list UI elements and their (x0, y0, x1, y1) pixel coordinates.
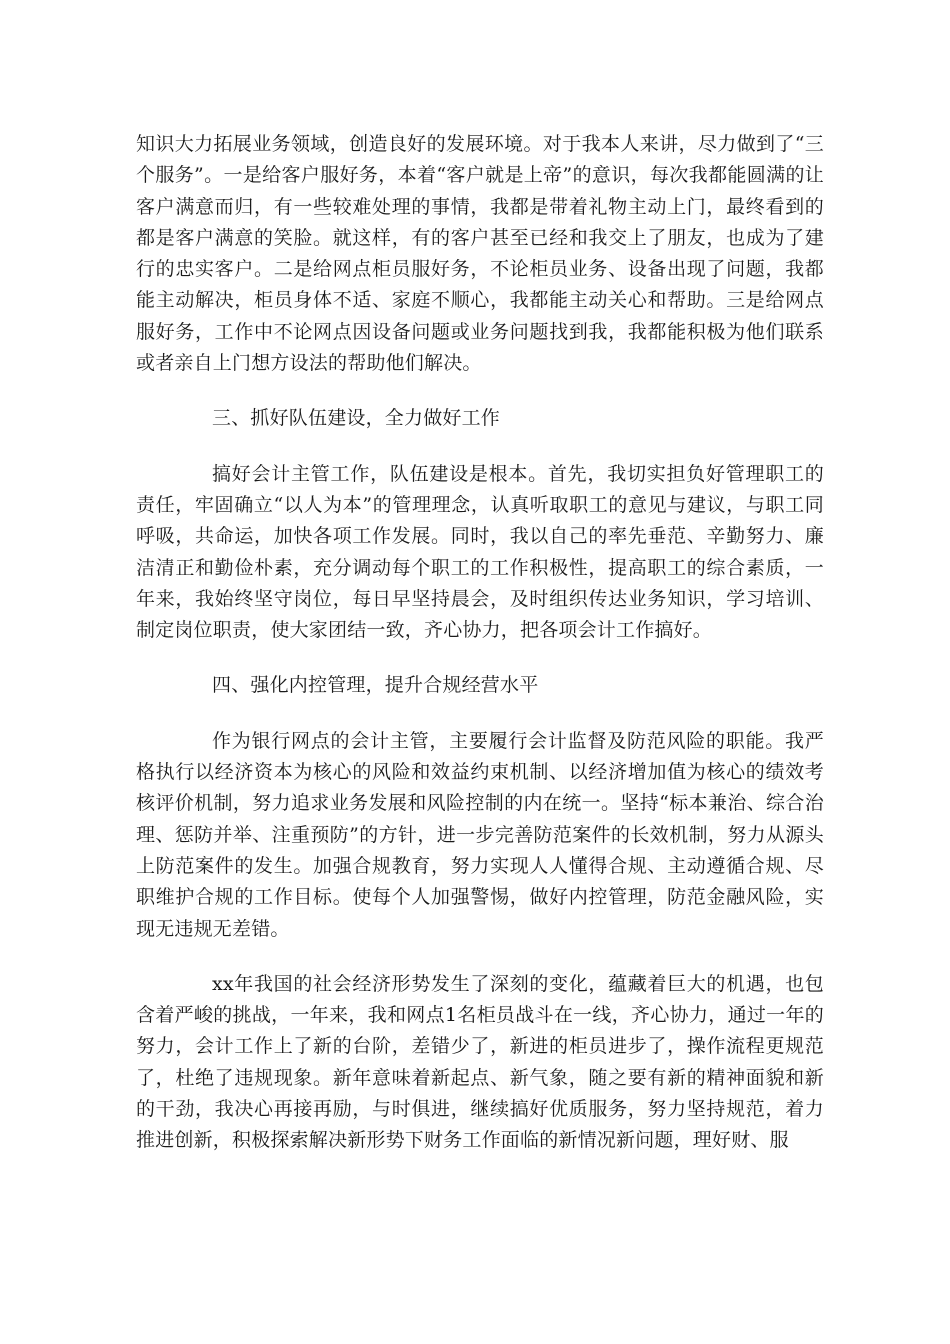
paragraph-team-building: 搞好会计主管工作，队伍建设是根本。首先，我切实担负好管理职工的责任，牢固确立“以人为本”的管理理念，认真听取职工的意见与建议，与职工同呼吸，共命运，加快各项工作发展。同时，我以自己的率先垂范、辛勤努力、廉洁清正和勤俭朴素，充分调动每个职工的工作积极性，提高职工的综合素质，一年来，我始终坚守岗位，每日早坚持晨会，及时组织传达业务知识，学习培训、制定岗位职责，使大家团结一致，齐心协力，把各项会计工作搞好。 (136, 462, 824, 642)
paragraph-year-summary: xx年我国的社会经济形势发生了深刻的变化，蕴藏着巨大的机遇，也包含着严峻的挑战，一年来，我和网点1名柜员战斗在一线，齐心协力，通过一年的努力，会计工作上了新的台阶，差错少了，新进的柜员进步了，操作流程更规范了，杜绝了违规现象。新年意味着新起点、新气象，随之要有新的精神面貌和新的干劲，我决心再接再励，与时俱进，继续搞好优质服务，努力坚持规范，着力推进创新，积极探索解决新形势下财务工作面临的新情况新问题，理好财、服 (136, 972, 824, 1152)
section-heading-internal-control: 四、强化内控管理，提升合规经营水平 (212, 674, 539, 697)
paragraph-service: 知识大力拓展业务领域，创造良好的发展环境。对于我本人来讲，尽力做到了“三个服务”。一是给客户服好务，本着“客户就是上帝”的意识，每次我都能圆满的让客户满意而归，有一些较难处理的事情，我都是带着礼物主动上门，最终看到的都是客户满意的笑脸。就这样，有的客户甚至已经和我交上了朋友，也成为了建行的忠实客户。二是给网点柜员服好务，不论柜员业务、设备出现了问题，我都能主动解决，柜员身体不适、家庭不顺心，我都能主动关心和帮助。三是给网点服好务，工作中不论网点因设备问题或业务问题找到我，我都能积极为他们联系或者亲自上门想方设法的帮助他们解决。 (136, 133, 824, 375)
section-heading-team-building: 三、抓好队伍建设，全力做好工作 (212, 407, 501, 430)
document-body (136, 129, 824, 1181)
paragraph-internal-control: 作为银行网点的会计主管，主要履行会计监督及防范风险的职能。我严格执行以经济资本为核心的风险和效益约束机制、以经济增加值为核心的绩效考核评价机制，努力追求业务发展和风险控制的内在统一。坚持“标本兼治、综合治理、惩防并举、注重预防”的方针，进一步完善防范案件的长效机制，努力从源头上防范案件的发生。加强合规教育，努力实现人人懂得合规、主动遵循合规、尽职维护合规的工作目标。使每个人加强警惕，做好内控管理，防范金融风险，实现无违规无差错。 (136, 729, 824, 940)
